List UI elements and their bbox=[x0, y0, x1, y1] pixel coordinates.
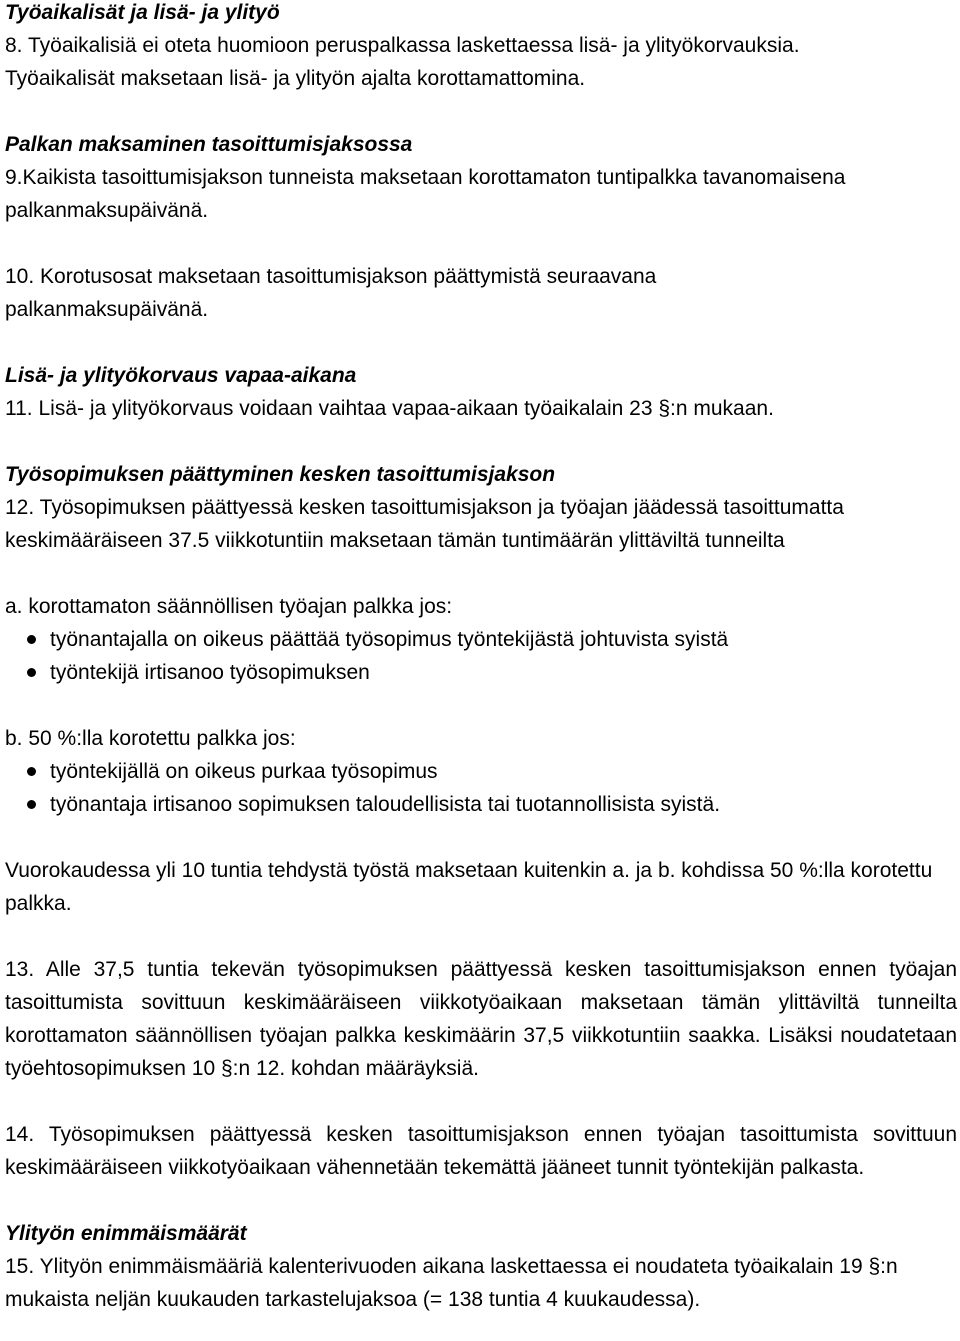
spacer bbox=[5, 689, 957, 722]
list-item bbox=[5, 656, 957, 689]
paragraph-10: 10. Korotusosat maksetaan tasoittumisjakson päättymistä seuraavana palkanmaksupäivänä. bbox=[5, 265, 657, 321]
paragraph-12: 12. Työsopimuksen päättyessä kesken tasoittumisjakson ja työajan jäädessä tasoittumatta keskimääräiseen 37.5 viikkotuntiin maksetaan tämän tuntimäärän ylittäviltä tunneilta bbox=[5, 496, 844, 552]
spacer bbox=[5, 1085, 957, 1118]
heading-ylityon-enimmaismaarat: Ylityön enimmäismäärät bbox=[5, 1222, 247, 1245]
list-item-text: työnantaja irtisanoo sopimuksen taloudellisista tai tuotannollisista syistä. bbox=[50, 793, 721, 816]
paragraph-8-line-1: 8. Työaikalisiä ei oteta huomioon peruspalkassa laskettaessa lisä- ja ylityökorvauksia. bbox=[5, 34, 800, 57]
list-item-text: työntekijä irtisanoo työsopimuksen bbox=[50, 661, 370, 684]
spacer bbox=[5, 326, 957, 359]
list-a bbox=[5, 623, 957, 689]
spacer bbox=[5, 821, 957, 854]
list-b bbox=[5, 755, 957, 821]
paragraph-8-line-2: Työaikalisät maksetaan lisä- ja ylityön ajalta korottamattomina. bbox=[5, 67, 586, 90]
paragraph-9: 9.Kaikista tasoittumisjakson tunneista maksetaan korottamaton tuntipalkka tavanomaisena palkanmaksupäivänä. bbox=[5, 166, 846, 222]
heading-tyosopimuksen-paattyminen: Työsopimuksen päättyminen kesken tasoittumisjakson bbox=[5, 463, 556, 486]
list-b-intro: b. 50 %:lla korotettu palkka jos: bbox=[5, 727, 296, 750]
list-item bbox=[5, 788, 957, 821]
paragraph-13: 13. Alle 37,5 tuntia tekevän työsopimuksen päättyessä kesken tasoittumisjakson ennen työajan tasoittumista sovittuun keskimääräiseen viikkotyöaikaan maksetaan tämän ylittäviltä tunneilta korottamaton säännöllisen työajan palkka keskimäärin 37,5 viikkotuntiin saakka. Lisäksi noudatetaan työehtosopimuksen 10 §:n 12. kohdan määräyksiä. bbox=[5, 958, 957, 1080]
spacer bbox=[5, 920, 957, 953]
document-page bbox=[5, 0, 957, 1316]
bullet-icon bbox=[27, 635, 36, 644]
bullet-icon bbox=[27, 800, 36, 809]
spacer bbox=[5, 1184, 957, 1217]
list-item-text: työntekijällä on oikeus purkaa työsopimus bbox=[50, 760, 438, 783]
paragraph-14: 14. Työsopimuksen päättyessä kesken tasoittumisjakson ennen työajan tasoittumista sovittuun keskimääräiseen viikkotyöaikaan vähennetään tekemättä jääneet tunnit työntekijän palkasta. bbox=[5, 1123, 957, 1179]
paragraph-vuorokausi: Vuorokaudessa yli 10 tuntia tehdystä työstä maksetaan kuitenkin a. ja b. kohdissa 50 %:lla korotettu palkka. bbox=[5, 859, 933, 915]
spacer bbox=[5, 425, 957, 458]
paragraph-15: 15. Ylityön enimmäismääriä kalenterivuoden aikana laskettaessa ei noudateta työaikalain 19 §:n mukaista neljän kuukauden tarkastelujaksoa (= 138 tuntia 4 kuukaudessa). bbox=[5, 1255, 898, 1311]
list-item bbox=[5, 623, 957, 656]
bullet-icon bbox=[27, 767, 36, 776]
spacer bbox=[5, 227, 957, 260]
heading-palkan-maksaminen: Palkan maksaminen tasoittumisjaksossa bbox=[5, 133, 413, 156]
list-item-text: työnantajalla on oikeus päättää työsopimus työntekijästä johtuvista syistä bbox=[50, 628, 729, 651]
heading-tyoaikalisat: Työaikalisät ja lisä- ja ylityö bbox=[5, 1, 280, 24]
list-item bbox=[5, 755, 957, 788]
heading-lisa-ylityokorvaus: Lisä- ja ylityökorvaus vapaa-aikana bbox=[5, 364, 357, 387]
bullet-icon bbox=[27, 668, 36, 677]
spacer bbox=[5, 95, 957, 128]
paragraph-11: 11. Lisä- ja ylityökorvaus voidaan vaihtaa vapaa-aikaan työaikalain 23 §:n mukaan. bbox=[5, 397, 774, 420]
list-a-intro: a. korottamaton säännöllisen työajan palkka jos: bbox=[5, 595, 453, 618]
spacer bbox=[5, 557, 957, 590]
